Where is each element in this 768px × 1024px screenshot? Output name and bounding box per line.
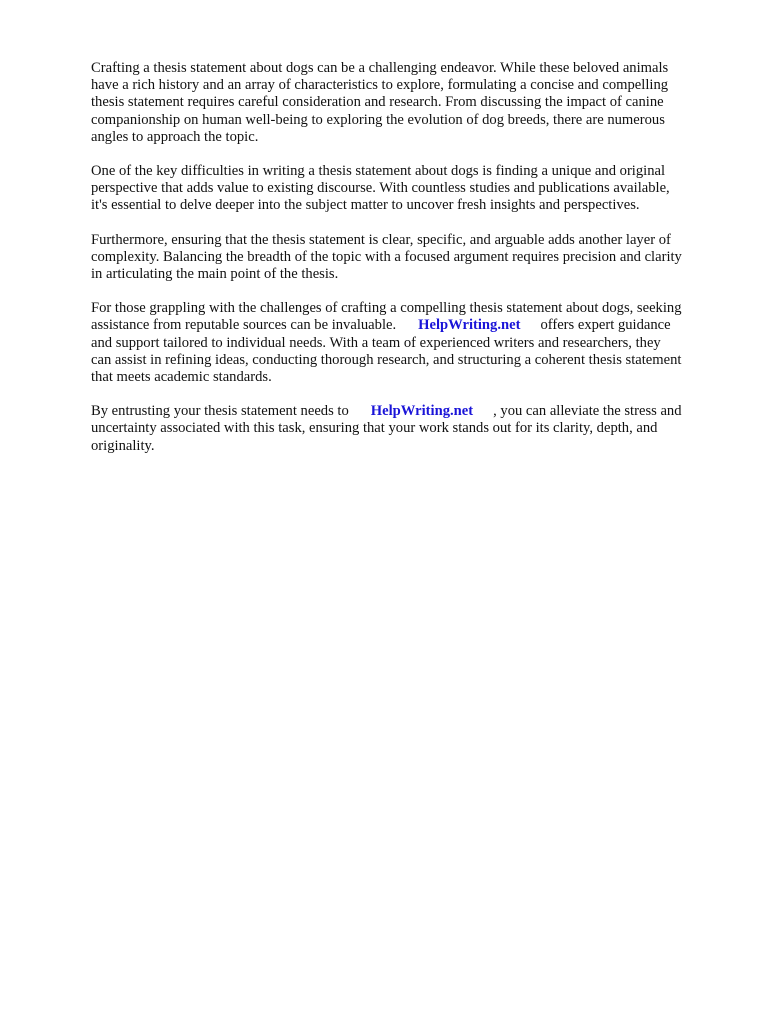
- document-body: [91, 60, 731, 472]
- paragraph-conclusion: [91, 403, 731, 455]
- helpwriting-link[interactable]: HelpWriting.net: [418, 317, 521, 334]
- paragraph-clarity: Furthermore, ensuring that the thesis statement is clear, specific, and arguable adds another layer of complexity. Balancing the breadth of the topic with a focused argument requires precision and clarity in articulating the main point of the thesis.: [91, 231, 682, 283]
- paragraph-difficulties: One of the key difficulties in writing a thesis statement about dogs is finding a unique and original perspective that adds value to existing discourse. With countless studies and publications available, it's essential to delve deeper into the subject matter to uncover fresh insights and perspectives.: [91, 163, 670, 214]
- paragraph-assistance: [91, 300, 731, 386]
- paragraph-conclusion-text-end: , you can alleviate the stress and uncertainty associated with this task, ensuring that your work stands out for its clarity, depth, and originality.: [91, 403, 682, 454]
- paragraph-assistance-text-start: For those grappling with the challenges of crafting a compelling thesis statement about dogs, seeking assistance from reputable sources can be invaluable.: [91, 300, 682, 334]
- helpwriting-link-2[interactable]: HelpWriting.net: [370, 403, 474, 420]
- paragraph-conclusion-text-start: By entrusting your thesis statement needs to: [91, 403, 349, 420]
- paragraph-assistance-text-end: offers expert guidance and support tailored to individual needs. With a team of experienced writers and researchers, they can assist in refining ideas, conducting thorough research, and structuring a coherent thesis statement that meets academic standards.: [91, 317, 682, 386]
- paragraph-intro: Crafting a thesis statement about dogs can be a challenging endeavor. While these beloved animals have a rich history and an array of characteristics to explore, formulating a concise and compelling thesis statement requires careful consideration and research. From discussing the impact of canine companionship on human well-being to exploring the evolution of dog breeds, there are numerous angles to approach the topic.: [91, 60, 669, 145]
